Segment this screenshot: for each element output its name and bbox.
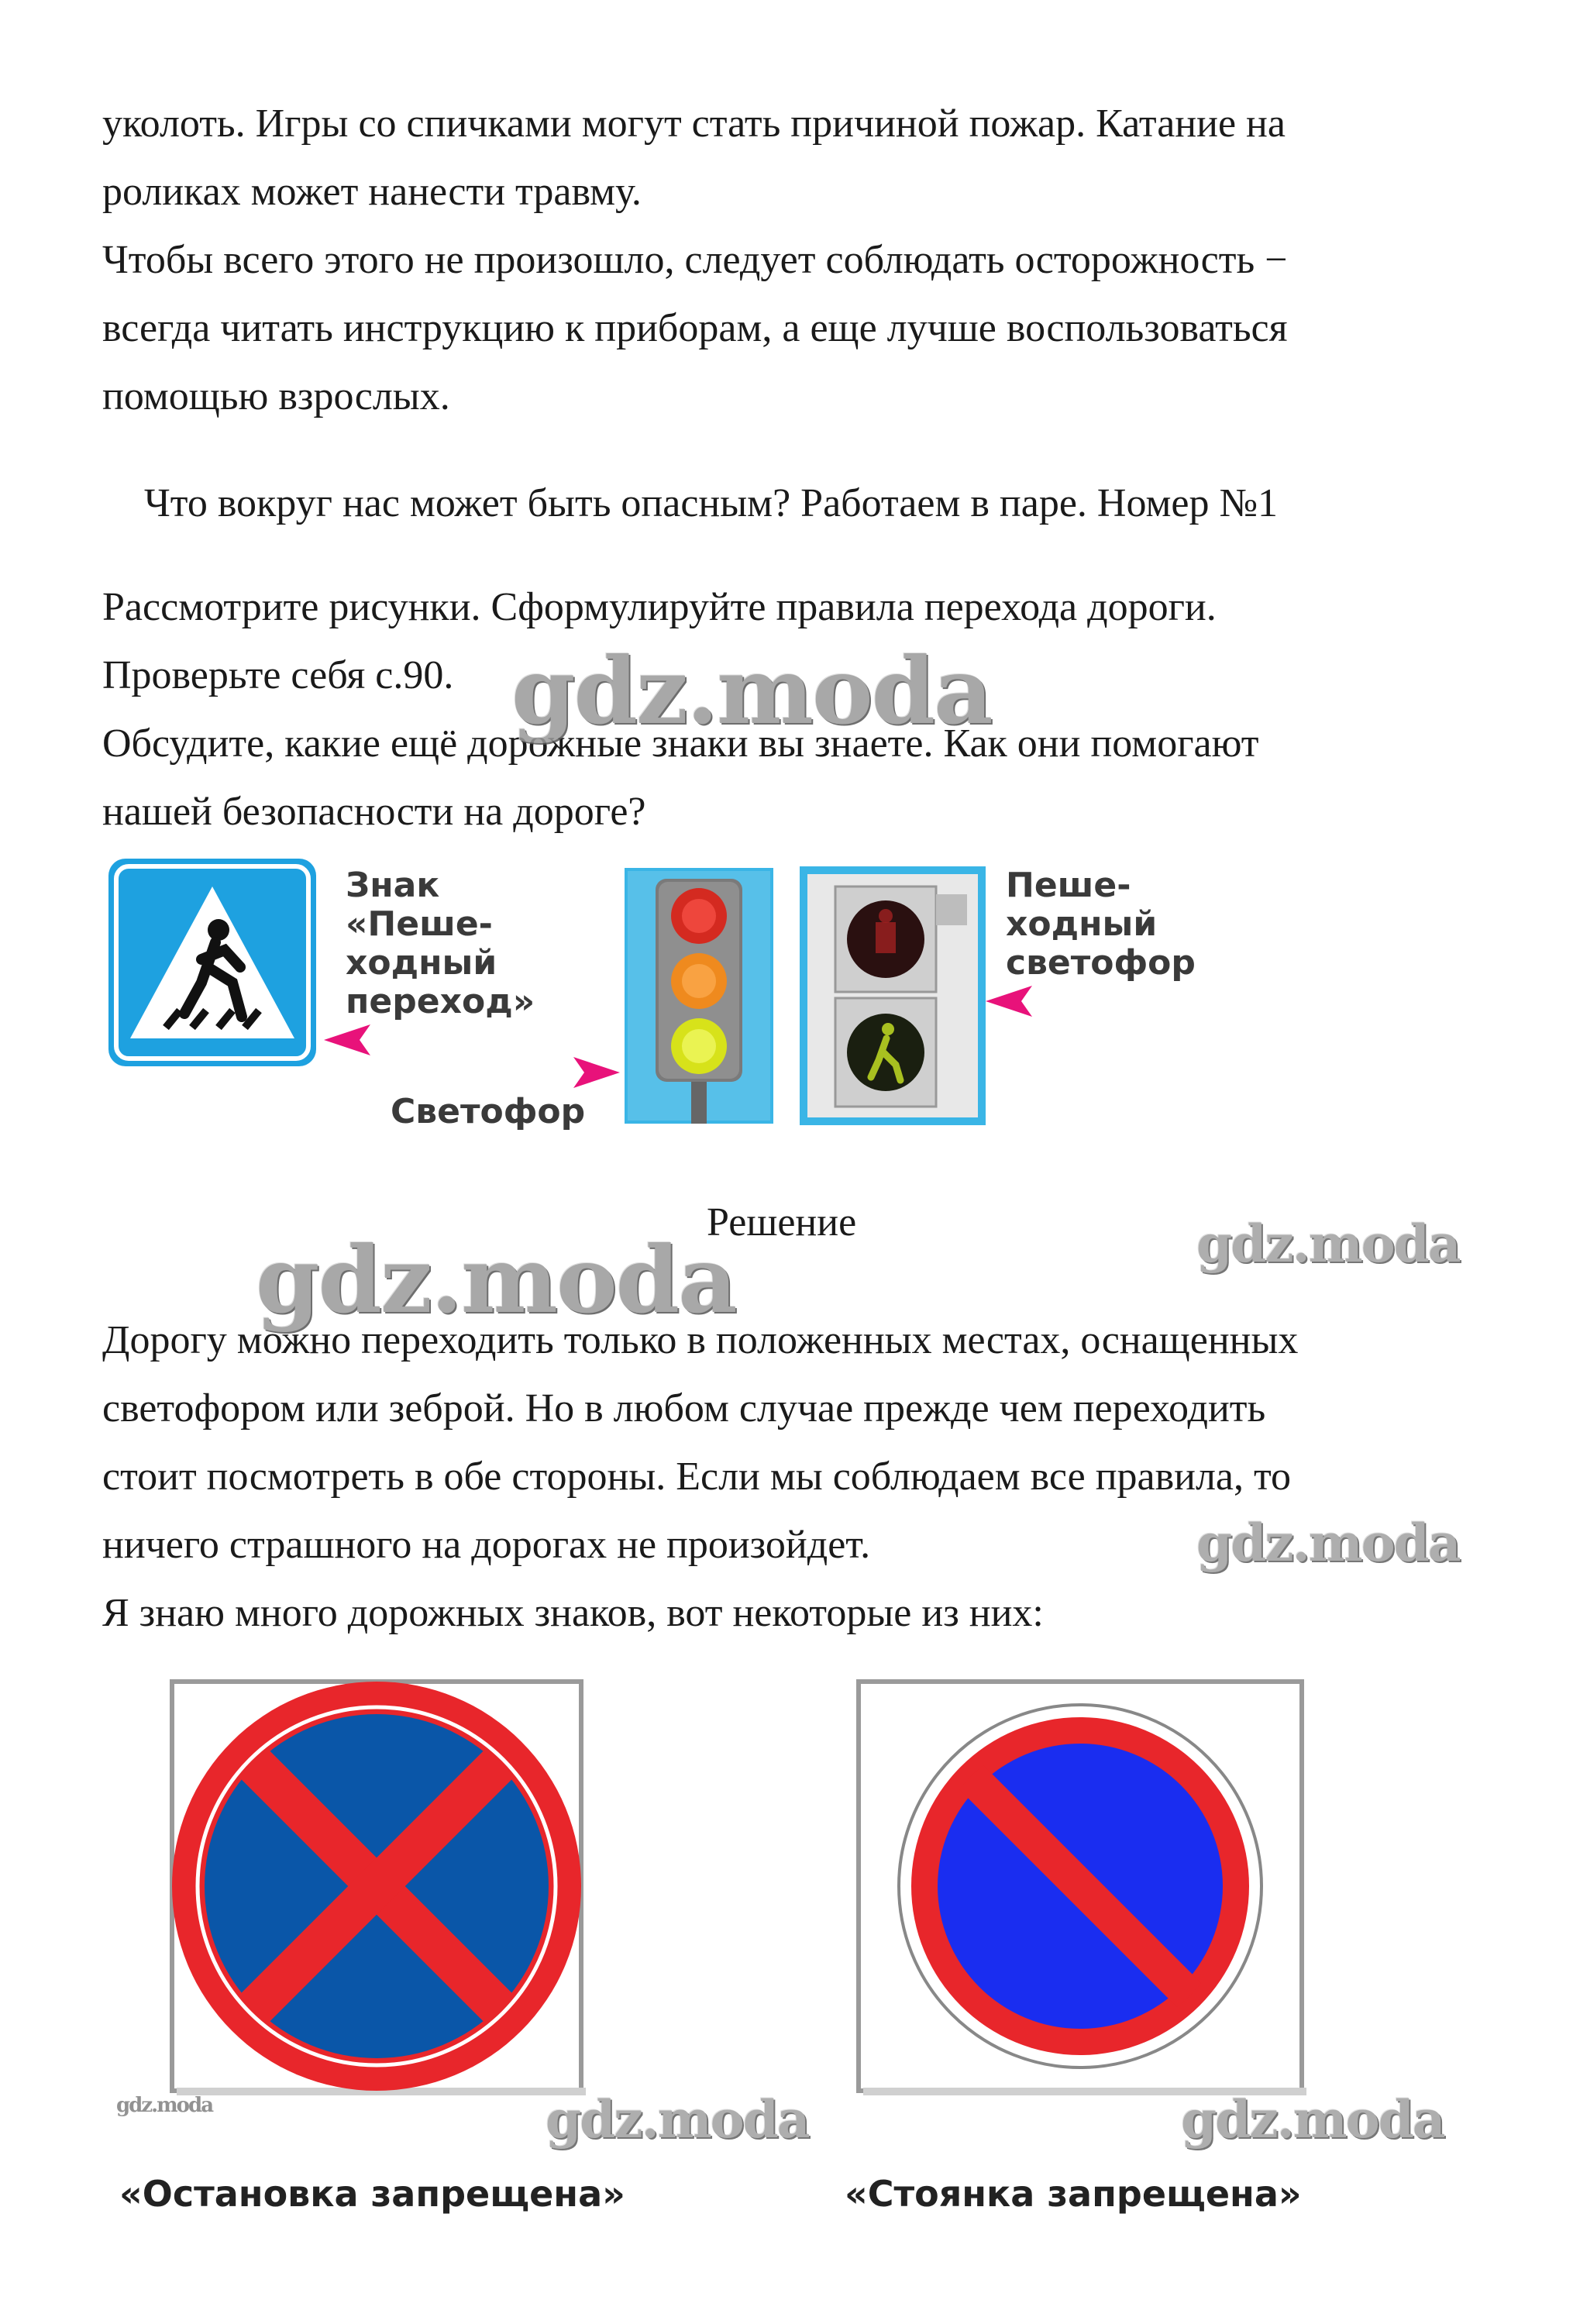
solution-text: стоит посмотреть в обе стороны. Если мы соблюдаем все правила, то: [102, 1455, 1292, 1499]
arrow-left-icon: [324, 1024, 370, 1055]
text-line: Чтобы всего этого не произошло, следует соблюдать осторожность −: [102, 238, 1288, 282]
watermark: gdz.moda: [1181, 2089, 1444, 2150]
watermark: gdz.moda: [511, 637, 992, 745]
traffic-light-icon: [625, 868, 773, 1124]
solution-text: ничего страшного на дорогах не произойдет.: [102, 1523, 871, 1567]
text-line: уколоть. Игры со спичками могут стать причиной пожар. Катание на: [102, 102, 1286, 146]
exercise-heading: Что вокруг нас может быть опасным? Работаем в паре. Номер №1: [144, 481, 1279, 525]
task-text: Проверьте себя с.90.: [102, 653, 454, 697]
task-text: Рассмотрите рисунки. Сформулируйте правила перехода дороги.: [102, 585, 1217, 629]
arrow-right-icon: [573, 1057, 620, 1088]
pedestrian-crossing-sign-icon: [108, 859, 316, 1066]
watermark: gdz.moda: [1196, 1214, 1460, 1274]
solution-title: Решение: [707, 1200, 857, 1245]
no-parking-caption: «Стоянка запрещена»: [845, 2173, 1302, 2215]
no-stopping-caption: «Остановка запрещена»: [119, 2173, 625, 2215]
pedestrian-light-label: Пеше- ходный светофор: [1006, 866, 1196, 983]
pedestrian-traffic-light-icon: [800, 866, 986, 1125]
solution-text: Я знаю много дорожных знаков, вот некоторые из них:: [102, 1591, 1044, 1635]
text-line: всегда читать инструкцию к приборам, а еще лучше воспользоваться: [102, 306, 1288, 350]
watermark: gdz.moda: [256, 1226, 736, 1334]
watermark: gdz.moda: [546, 2089, 809, 2150]
arrow-left-icon: [986, 986, 1032, 1017]
task-text: Обсудите, какие ещё дорожные знаки вы знаете. Как они помогают: [102, 721, 1259, 766]
traffic-light-label: Светофор: [391, 1092, 586, 1131]
text-line: помощью взрослых.: [102, 374, 450, 418]
crossing-sign-label: Знак «Пеше- ходный переход»: [346, 866, 535, 1021]
no-parking-sign-icon: [851, 1674, 1310, 2098]
task-text: нашей безопасности на дороге?: [102, 790, 646, 834]
watermark: gdz.moda: [116, 2094, 213, 2117]
solution-text: светофором или зеброй. Но в любом случае прежде чем переходить: [102, 1386, 1266, 1431]
text-line: роликах может нанести травму.: [102, 170, 642, 214]
no-stopping-sign-icon: [164, 1674, 589, 2098]
watermark: gdz.moda: [1196, 1513, 1460, 1573]
solution-text: Дорогу можно переходить только в положенных местах, оснащенных: [102, 1318, 1299, 1362]
